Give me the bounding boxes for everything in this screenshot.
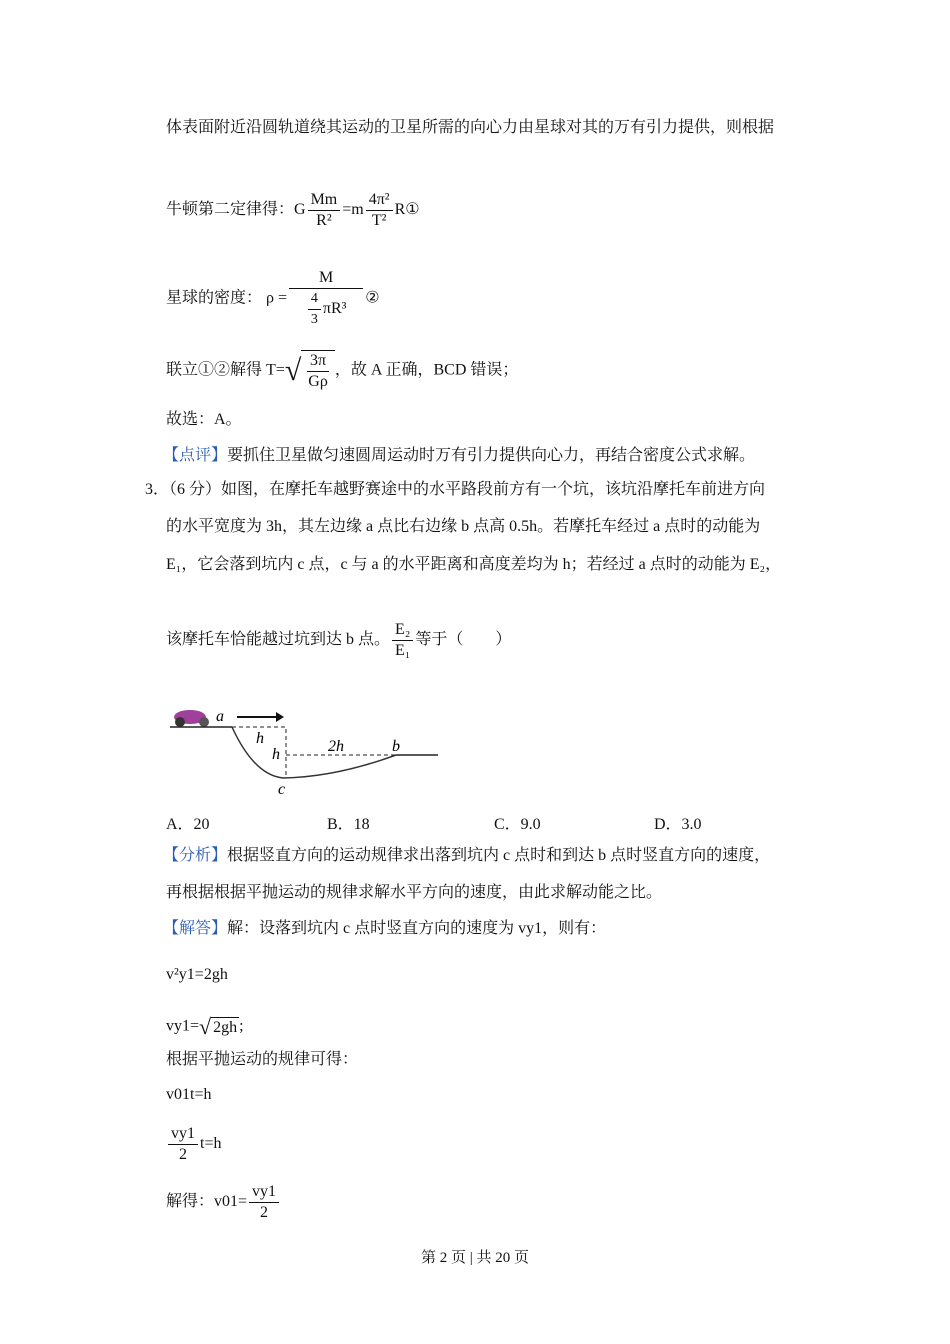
tag: 【解答】 — [163, 920, 228, 937]
equation — [166, 1182, 281, 1223]
text: 解得：v01= — [166, 1193, 248, 1211]
text: 根据竖直方向的运动规律求出落到坑内 c 点时和到达 b 点时竖直方向的速度， — [227, 847, 771, 864]
motorcycle-icon — [174, 710, 209, 727]
numerator: 3π — [307, 351, 329, 372]
equation — [166, 1012, 244, 1042]
text: vy1= — [166, 1017, 200, 1035]
denominator: Gρ — [308, 373, 328, 390]
label-h: h — [256, 730, 264, 747]
text: R① — [394, 201, 420, 219]
text: =m — [342, 201, 364, 219]
denominator: 3 — [310, 312, 318, 327]
page-footer: 第 2 页 | 共 20 页 — [420, 1250, 529, 1266]
text: πR³ — [322, 300, 347, 318]
text: 联立①②解得 T= — [166, 361, 285, 379]
comment — [163, 446, 755, 466]
denominator: T² — [371, 212, 387, 229]
denominator: 2 — [179, 1146, 187, 1163]
sqrt-icon: √ — [199, 1014, 212, 1039]
option-a[interactable]: A．20 — [166, 816, 210, 833]
question-3: 3．（6 分）如图，在摩托车越野赛途中的水平路段前方有一个坑，该坑沿摩托车前进方向 — [145, 481, 766, 498]
radicand: 2gh — [213, 1018, 238, 1036]
text: t=h — [200, 1135, 222, 1153]
tag: 【分析】 — [163, 847, 228, 864]
tag: 【点评】 — [163, 447, 228, 464]
label-a: a — [216, 708, 224, 725]
text-line: 的水平宽度为 3h，其左边缘 a 点比右边缘 b 点高 0.5h。若摩托车经过 a 点时的动能为 — [166, 518, 761, 535]
option-b[interactable]: B．18 — [327, 816, 370, 833]
label-b: b — [392, 738, 400, 755]
sqrt-icon: √ — [284, 354, 302, 387]
text: 等于（ ） — [415, 631, 512, 649]
numerator: vy1 — [168, 1124, 198, 1145]
equation-2 — [166, 268, 380, 330]
pit-diagram — [166, 695, 446, 800]
numerator: 4π² — [366, 190, 393, 211]
label-h: h — [272, 746, 280, 763]
text: 要抓住卫星做匀速圆周运动时万有引力提供向心力，再结合密度公式求解。 — [227, 447, 756, 464]
equation-1 — [166, 190, 420, 231]
text-line: 根据平抛运动的规律可得： — [166, 1051, 359, 1068]
denominator: E₁ — [395, 642, 411, 659]
denominator: 2 — [260, 1204, 269, 1221]
numerator: M — [289, 268, 363, 289]
equation — [166, 1124, 221, 1165]
numerator: Mm — [308, 190, 341, 211]
label-c: c — [278, 781, 286, 798]
numerator: E₂ — [392, 620, 413, 641]
numerator: 4 — [308, 289, 321, 310]
equation: v01t=h — [166, 1086, 212, 1103]
option-c[interactable]: C．9.0 — [494, 816, 541, 833]
text-line: 再根据根据平抛运动的规律求解水平方向的速度，由此求解动能之比。 — [166, 884, 663, 901]
equation-3 — [166, 350, 518, 392]
denominator: R² — [316, 212, 332, 229]
equation: v²y1=2gh — [166, 966, 228, 983]
text-line: 体表面附近沿圆轨道绕其运动的卫星所需的向心力由星球对其的万有引力提供，则根据 — [166, 119, 775, 136]
text: 该摩托车恰能越过坑到达 b 点。 — [166, 631, 391, 649]
text-line — [166, 620, 511, 661]
numerator: vy1 — [249, 1182, 279, 1203]
text: ，故 A 正确，BCD 错误； — [334, 361, 519, 379]
text: 解：设落到坑内 c 点时竖直方向的速度为 vy1，则有： — [227, 920, 607, 937]
text: ; — [239, 1017, 244, 1035]
option-d[interactable]: D．3.0 — [654, 816, 702, 833]
text-line: 故选：A。 — [166, 411, 242, 428]
solution — [163, 919, 606, 939]
label-2h: 2h — [328, 738, 344, 755]
text: 牛顿第二定律得：G — [166, 201, 306, 219]
text: ② — [365, 289, 380, 307]
analysis — [163, 846, 770, 866]
text: 星球的密度： ρ = — [166, 289, 288, 307]
text-line: E₁，它会落到坑内 c 点，c 与 a 的水平距离和高度差均为 h；若经过 a 点时的动能为 E₂， — [166, 556, 782, 573]
